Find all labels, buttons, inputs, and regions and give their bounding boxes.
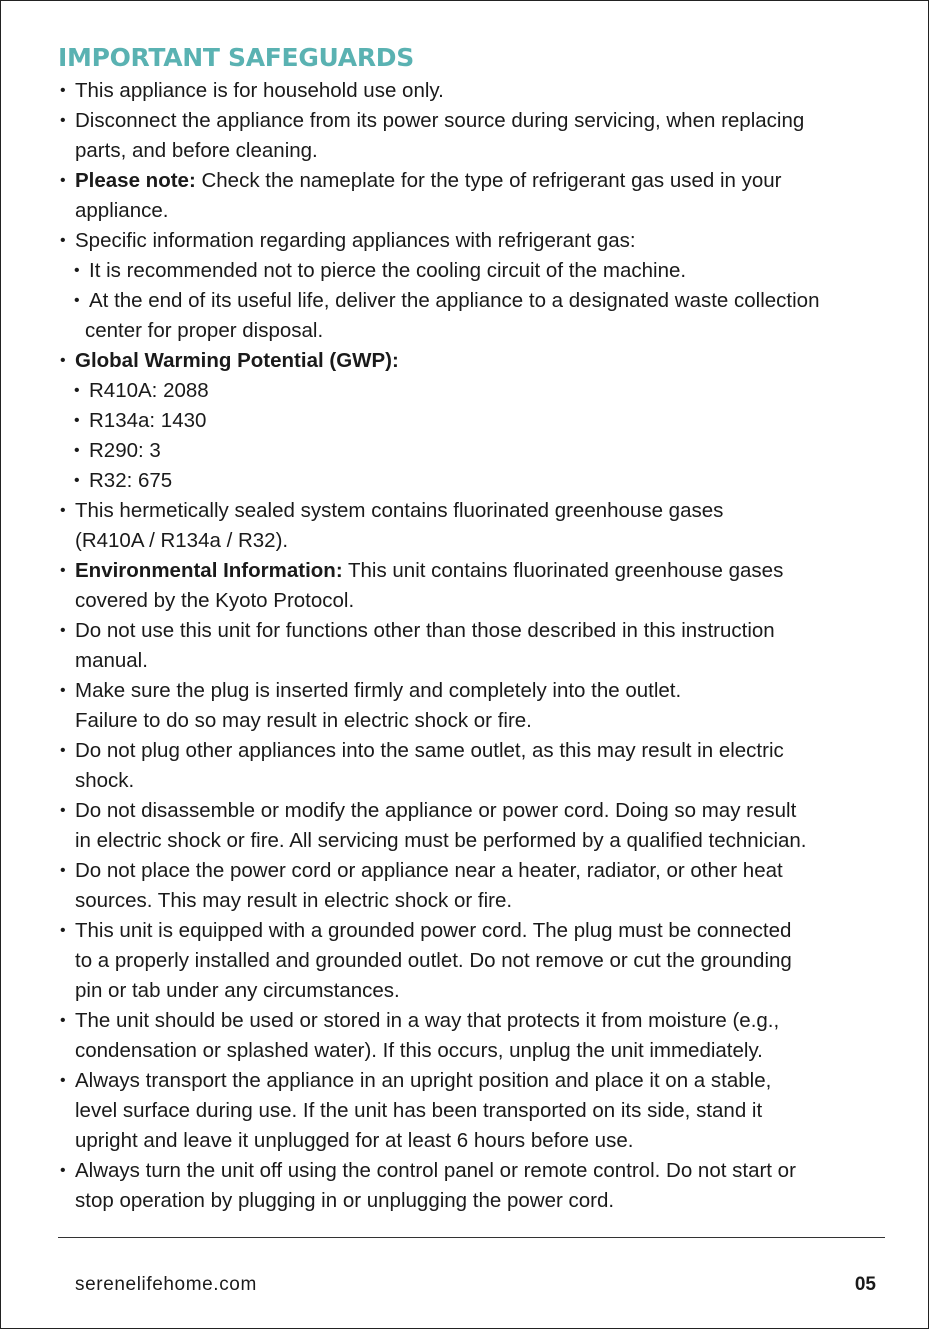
footer-divider bbox=[58, 1237, 885, 1238]
list-item bbox=[58, 856, 888, 916]
bullet-icon: • bbox=[74, 442, 80, 459]
item-text-line: covered by the Kyoto Protocol. bbox=[75, 589, 355, 612]
list-item bbox=[58, 556, 888, 616]
sub-list-item bbox=[58, 376, 888, 406]
list-item bbox=[58, 796, 888, 856]
item-text-line bbox=[75, 346, 888, 376]
item-text-line: This hermetically sealed system contains fluorinated greenhouse gases bbox=[75, 499, 724, 522]
list-item bbox=[58, 1006, 888, 1066]
item-text-line: shock. bbox=[75, 769, 135, 792]
item-text-line: This appliance is for household use only. bbox=[75, 79, 444, 102]
item-label: Environmental Information: bbox=[75, 559, 343, 582]
list-item bbox=[58, 616, 888, 676]
bullet-icon: • bbox=[60, 622, 66, 639]
list-item bbox=[58, 676, 888, 736]
bullet-icon: • bbox=[60, 172, 66, 189]
item-text-line: At the end of its useful life, deliver the appliance to a designated waste collection bbox=[89, 289, 820, 312]
bullet-icon: • bbox=[60, 862, 66, 879]
item-label: Global Warming Potential (GWP): bbox=[75, 349, 399, 372]
item-text-line: Do not plug other appliances into the same outlet, as this may result in electric bbox=[75, 739, 784, 762]
bullet-icon: • bbox=[60, 682, 66, 699]
bullet-icon: • bbox=[74, 262, 80, 279]
item-text-line: parts, and before cleaning. bbox=[75, 139, 318, 162]
item-text-line: sources. This may result in electric shock or fire. bbox=[75, 889, 513, 912]
list-item bbox=[58, 496, 888, 556]
item-text-line: upright and leave it unplugged for at least 6 hours before use. bbox=[75, 1129, 634, 1152]
item-text-line: Specific information regarding appliances with refrigerant gas: bbox=[75, 229, 636, 252]
sub-list-item bbox=[58, 466, 888, 496]
bullet-icon: • bbox=[60, 82, 66, 99]
bullet-icon: • bbox=[60, 802, 66, 819]
item-text-line: This unit is equipped with a grounded power cord. The plug must be connected bbox=[75, 919, 792, 942]
item-text-line: R410A: 2088 bbox=[89, 379, 209, 402]
item-text-line: Always transport the appliance in an upright position and place it on a stable, bbox=[75, 1069, 772, 1092]
item-text-line: condensation or splashed water). If this occurs, unplug the unit immediately. bbox=[75, 1039, 763, 1062]
item-text-line: pin or tab under any circumstances. bbox=[75, 979, 400, 1002]
item-text-line: stop operation by plugging in or unplugging the power cord. bbox=[75, 1189, 615, 1212]
bullet-icon: • bbox=[60, 562, 66, 579]
item-text-line: It is recommended not to pierce the cooling circuit of the machine. bbox=[89, 259, 687, 282]
bullet-icon: • bbox=[60, 232, 66, 249]
list-item bbox=[58, 916, 888, 1006]
item-text-line: (R410A / R134a / R32). bbox=[75, 529, 289, 552]
page-number: 05 bbox=[854, 1274, 876, 1295]
sub-list-item bbox=[58, 286, 888, 346]
item-text-line: R290: 3 bbox=[89, 439, 161, 462]
list-item bbox=[58, 166, 888, 226]
item-text-line: to a properly installed and grounded outlet. Do not remove or cut the grounding bbox=[75, 949, 792, 972]
item-text-line: manual. bbox=[75, 649, 148, 672]
sub-list-item bbox=[58, 436, 888, 466]
bullet-icon: • bbox=[60, 112, 66, 129]
item-text-line: Make sure the plug is inserted firmly and completely into the outlet. bbox=[75, 679, 682, 702]
bullet-icon: • bbox=[60, 922, 66, 939]
item-text-line: Failure to do so may result in electric shock or fire. bbox=[75, 709, 532, 732]
item-text-line: R32: 675 bbox=[89, 469, 173, 492]
list-item bbox=[58, 1156, 888, 1216]
list-item bbox=[58, 736, 888, 796]
page-title: IMPORTANT SAFEGUARDS bbox=[58, 43, 414, 72]
bullet-icon: • bbox=[74, 412, 80, 429]
bullet-icon: • bbox=[74, 292, 80, 309]
bullet-icon: • bbox=[60, 742, 66, 759]
list-item bbox=[58, 226, 888, 256]
item-text-line: in electric shock or fire. All servicing must be performed by a qualified technician. bbox=[75, 829, 807, 852]
bullet-icon: • bbox=[74, 472, 80, 489]
item-text-line: The unit should be used or stored in a way that protects it from moisture (e.g., bbox=[75, 1009, 780, 1032]
item-text-line: Do not use this unit for functions other than those described in this instruction bbox=[75, 619, 775, 642]
bullet-icon: • bbox=[60, 352, 66, 369]
list-item bbox=[58, 1066, 888, 1156]
item-text-line: level surface during use. If the unit has been transported on its side, stand it bbox=[75, 1099, 763, 1122]
bullet-icon: • bbox=[74, 382, 80, 399]
item-text-line: Environmental Information: This unit contains fluorinated greenhouse gases bbox=[75, 559, 784, 582]
list-item bbox=[58, 76, 888, 106]
item-text-line: Please note: Check the nameplate for the type of refrigerant gas used in your bbox=[75, 169, 782, 192]
bullet-icon: • bbox=[60, 1162, 66, 1179]
item-text-line: Always turn the unit off using the control panel or remote control. Do not start or bbox=[75, 1159, 796, 1182]
footer-website: serenelifehome.com bbox=[75, 1274, 257, 1295]
item-text-line: Disconnect the appliance from its power source during servicing, when replacing bbox=[75, 109, 805, 132]
sub-list-item bbox=[58, 406, 888, 436]
bullet-icon: • bbox=[60, 502, 66, 519]
list-item bbox=[58, 346, 888, 376]
item-text-line: appliance. bbox=[75, 199, 169, 222]
item-text-line: center for proper disposal. bbox=[85, 319, 324, 342]
safeguards-list bbox=[58, 76, 888, 1216]
bullet-icon: • bbox=[60, 1072, 66, 1089]
item-text-line: R134a: 1430 bbox=[89, 409, 207, 432]
list-item bbox=[58, 106, 888, 166]
sub-list-item bbox=[58, 256, 888, 286]
item-text-line: Do not place the power cord or appliance near a heater, radiator, or other heat bbox=[75, 859, 783, 882]
bullet-icon: • bbox=[60, 1012, 66, 1029]
item-text-line: Do not disassemble or modify the appliance or power cord. Doing so may result bbox=[75, 799, 797, 822]
item-label: Please note: bbox=[75, 169, 196, 192]
